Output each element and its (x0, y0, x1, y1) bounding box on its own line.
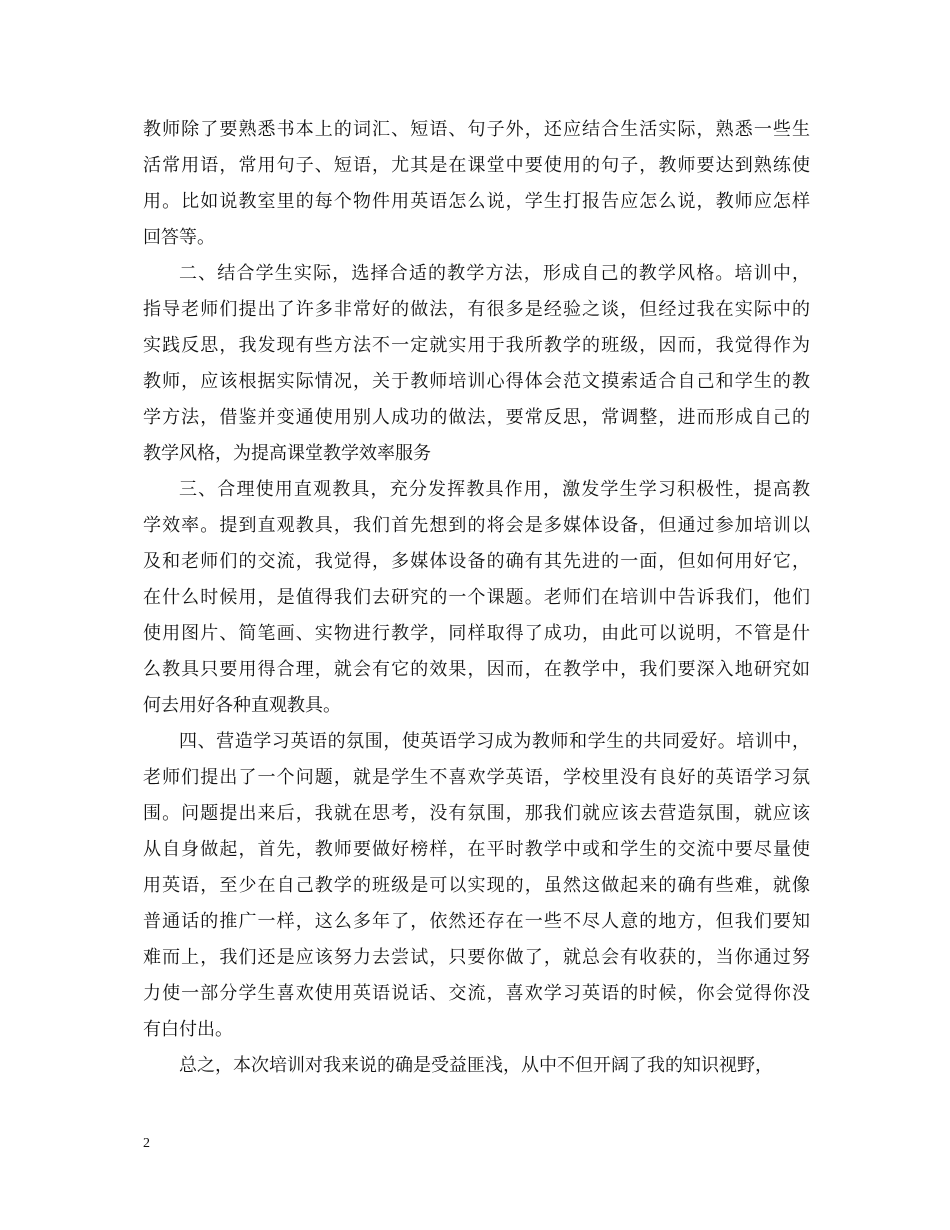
document-body (143, 112, 810, 1084)
page-number: 2 (143, 1136, 150, 1151)
text-line: 么教具只要用得合理，就会有它的效果，因而，在教学中，我们要深入地研究如 (143, 659, 810, 680)
text-line: 学方法，借鉴并变通使用别人成功的做法，要常反思，常调整，进而形成自己的 (143, 407, 810, 428)
text-line: 用。比如说教室里的每个物件用英语怎么说，学生打报告应怎么说，教师应怎样 (143, 191, 810, 212)
text-line: 有白付出。 (143, 1019, 233, 1040)
text-line: 老师们提出了一个问题，就是学生不喜欢学英语，学校里没有良好的英语学习氛 (143, 767, 810, 788)
text-line: 三、合理使用直观教具，充分发挥教具作用，激发学生学习积极性，提高教 (179, 479, 810, 500)
paragraph (143, 256, 810, 472)
text-line: 教师除了要熟悉书本上的词汇、短语、句子外，还应结合生活实际，熟悉一些生 (143, 119, 810, 140)
text-line: 难而上，我们还是应该努力去尝试，只要你做了，就总会有收获的，当你通过努 (143, 947, 810, 968)
text-line: 在什么时候用，是值得我们去研究的一个课题。老师们在培训中告诉我们，他们 (143, 587, 810, 608)
text-line: 实践反思，我发现有些方法不一定就实用于我所教学的班级，因而，我觉得作为 (143, 335, 810, 356)
text-line: 从自身做起，首先，教师要做好榜样，在平时教学中或和学生的交流中要尽量使 (143, 839, 810, 860)
text-line: 活常用语，常用句子、短语，尤其是在课堂中要使用的句子，教师要达到熟练使 (143, 155, 810, 176)
paragraph (143, 724, 810, 1048)
text-line: 回答等。 (143, 227, 215, 248)
text-line: 二、结合学生实际，选择合适的教学方法，形成自己的教学风格。培训中， (179, 263, 810, 284)
text-line: 教师，应该根据实际情况，关于教师培训心得体会范文摸索适合自己和学生的教 (143, 371, 810, 392)
text-line: 围。问题提出来后，我就在思考，没有氛围，那我们就应该去营造氛围，就应该 (143, 803, 810, 824)
text-line: 及和老师们的交流，我觉得，多媒体设备的确有其先进的一面，但如何用好它， (143, 551, 810, 572)
text-line: 学效率。提到直观教具，我们首先想到的将会是多媒体设备，但通过参加培训以 (143, 515, 810, 536)
text-line: 何去用好各种直观教具。 (143, 695, 341, 716)
text-line: 四、营造学习英语的氛围，使英语学习成为教师和学生的共同爱好。培训中， (179, 731, 810, 752)
text-line: 使用图片、简笔画、实物进行教学，同样取得了成功，由此可以说明，不管是什 (143, 623, 810, 644)
text-line: 总之，本次培训对我来说的确是受益匪浅，从中不但开阔了我的知识视野， (179, 1055, 773, 1076)
text-line: 普通话的推广一样，这么多年了，依然还存在一些不尽人意的地方，但我们要知 (143, 911, 810, 932)
text-line: 用英语，至少在自己教学的班级是可以实现的，虽然这做起来的确有些难，就像 (143, 875, 810, 896)
text-line: 指导老师们提出了许多非常好的做法，有很多是经验之谈，但经过我在实际中的 (143, 299, 810, 320)
paragraph (143, 472, 810, 724)
paragraph (143, 112, 810, 256)
paragraph (143, 1048, 810, 1084)
text-line: 教学风格，为提高课堂教学效率服务 (143, 443, 431, 464)
text-line: 力使一部分学生喜欢使用英语说话、交流，喜欢学习英语的时候，你会觉得你没 (143, 983, 810, 1004)
